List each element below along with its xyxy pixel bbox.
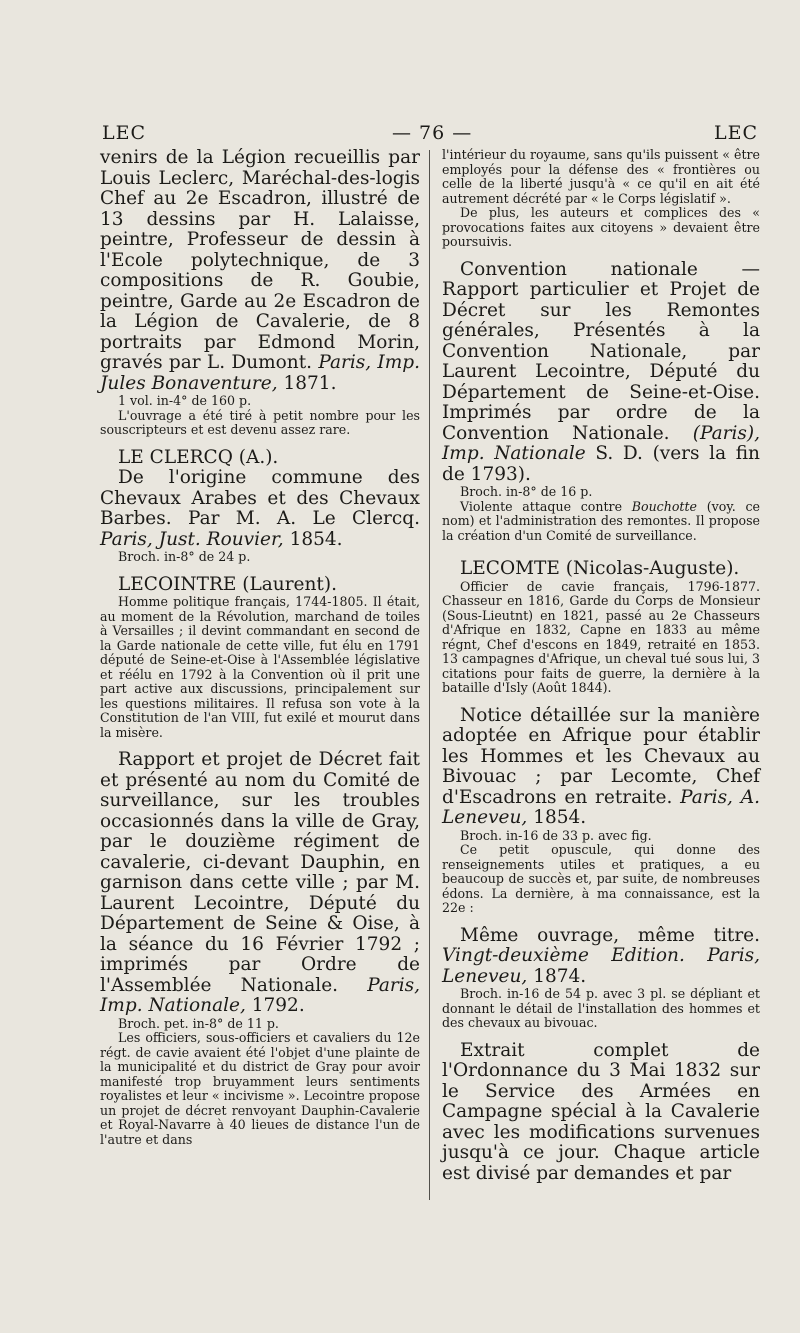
- entry-notice-bivouac: Notice détaillée sur la manière adoptée en Afrique pour établir les Hommes et les Chevaux au Bivouac ; par Lecomte, Chef d'Escadrons en retraite. Paris, A. Leneveu, 1854.: [442, 704, 760, 828]
- author-heading: LECOINTRE (Laurent).: [118, 573, 337, 595]
- entry-format: Broch. in-16 de 33 p. avec fig.: [460, 827, 652, 843]
- entry-le-clercq: De l'origine commune des Chevaux Arabes et des Chevaux Barbes. Par M. A. Le Clercq. Paris, Just. Rouvier, 1854.: [100, 467, 420, 550]
- entry-leclerc-souvenirs: venirs de la Légion recueillis par Louis Leclerc, Maréchal-des-logis Chef au 2e Escadron, illustré de 13 dessins par H. Lalaisse, peintre, Professeur de dessin à l'Ecole polytechnique, de 3 compositions de R. Goubie, peintre, Garde au 2e Escadron de la Légion de Cavalerie, de 8 portraits par Edmond Morin, gravés par L. Dumont. Paris, Imp. Jules Bonaventure, 1871.: [100, 147, 420, 394]
- entry-format: 1 vol. in-4° de 160 p.: [118, 393, 252, 408]
- entry-format: Broch. in-8° de 24 p.: [118, 549, 251, 564]
- author-biography: Officier de cavie français, 1796-1877. Chasseur en 1816, Garde du Corps de Monsieur (Sous-Lieutnt) en 1821, passé au 2e Chasseurs d'Afrique en 1832, Capne en 1833 au même régnt, Chef d'escons en 1849, retraité en 1853. 13 campagnes d'Afrique, un cheval tué sous lui, 3 citations pour faits de guerre, la dernière à la bataille d'Isly (Août 1844).: [442, 578, 760, 695]
- entry-note: De plus, les auteurs et complices des « provocations faites aux citoyens » devaient être poursuivis.: [442, 205, 760, 249]
- entry-remontes: Convention nationale — Rapport particulier et Projet de Décret sur les Remontes générales, Présentés à la Convention Nationale, par Laurent Lecointre, Député du Département de Seine-et-Oise. Imprimés par ordre de la Convention Nationale. (Paris), Imp. Nationale S. D. (vers la fin de 1793).: [442, 258, 760, 485]
- author-heading: LE CLERCQ (A.).: [118, 446, 279, 468]
- right-column: [442, 148, 760, 1184]
- author-heading: LECOMTE (Nicolas-Auguste).: [460, 558, 740, 579]
- author-biography: Homme politique français, 1744-1805. Il était, au moment de la Révolution, marchand de toiles à Versailles ; il devint commandant en second de la Garde nationale de cette ville, fut élu en 1791 député de Seine-et-Oise à l'Assemblée législative et réélu en 1792 à la Convention où il prit une part active aux discussions, principalement sur les questions militaires. Il refusa son vote à la Constitution de l'an VIII, fut exilé et mourut dans la misère.: [100, 594, 420, 740]
- entry-format: Broch. pet. in-8° de 11 p.: [118, 1015, 279, 1031]
- entry-note: Les officiers, sous-officiers et cavaliers du 12e régt. de cavie avaient été l'objet d'une plainte de la municipalité et du district de Gray pour avoir manifesté trop bruyamment leurs sentiments royalistes et leur « incivisme ». Lecointre propose un projet de décret renvoyant Dauphin-Cavalerie et Royal-Navarre à 40 lieues de distance l'un de l'autre et dans: [100, 1030, 420, 1147]
- page-number: — 76 —: [392, 122, 473, 144]
- left-column: [100, 148, 420, 1147]
- running-head-left: LEC: [102, 122, 147, 144]
- entry-meme-ouvrage: Même ouvrage, même titre. Vingt-deuxième Edition. Paris, Leneveu, 1874.: [442, 924, 760, 987]
- entry-note: Violente attaque contre Bouchotte (voy. ce nom) et l'administration des remontes. Il propose la création d'un Comité de surveillance.: [442, 498, 760, 543]
- column-divider: [429, 150, 430, 1200]
- entry-note: Ce petit opuscule, qui donne des renseignements utiles et pratiques, a eu beaucoup de succès et, par suite, de nombreuses édons. La dernière, à ma connaissance, est la 22e :: [442, 842, 760, 915]
- entry-note: L'ouvrage a été tiré à petit nombre pour les souscripteurs et est devenu assez rare.: [100, 407, 420, 437]
- entry-lecointre-rapport: Rapport et projet de Décret fait et présenté au nom du Comité de surveillance, sur les troubles occasionnés dans la ville de Gray, par le douzième régiment de cavalerie, ci-devant Dauphin, en garnison dans cette ville ; par M. Laurent Lecointre, Député du Département de Seine & Oise, à la séance du 16 Février 1792 ; imprimés par Ordre de l'Assemblée Nationale. Paris, Imp. Nationale, 1792.: [100, 749, 420, 1016]
- entry-note-continued: l'intérieur du royaume, sans qu'ils puissent « être employés pour la défense des « frontières ou celle de la liberté jusqu'à « ce qu'il en ait été autrement décrété par « le Corps législatif ».: [442, 147, 760, 206]
- running-head-right: LEC: [713, 122, 758, 144]
- entry-format: Broch. in-8° de 16 p.: [460, 484, 593, 499]
- entry-ordonnance: Extrait complet de l'Ordonnance du 3 Mai 1832 sur le Service des Armées en Campagne spécial à la Cavalerie avec les modifications survenues jusqu'à ce jour. Chaque article est divisé par demandes et par: [442, 1039, 760, 1184]
- entry-format: Broch. in-16 de 54 p. avec 3 pl. se dépliant et donnant le détail de l'installation des hommes et des chevaux au bivouac.: [442, 986, 760, 1030]
